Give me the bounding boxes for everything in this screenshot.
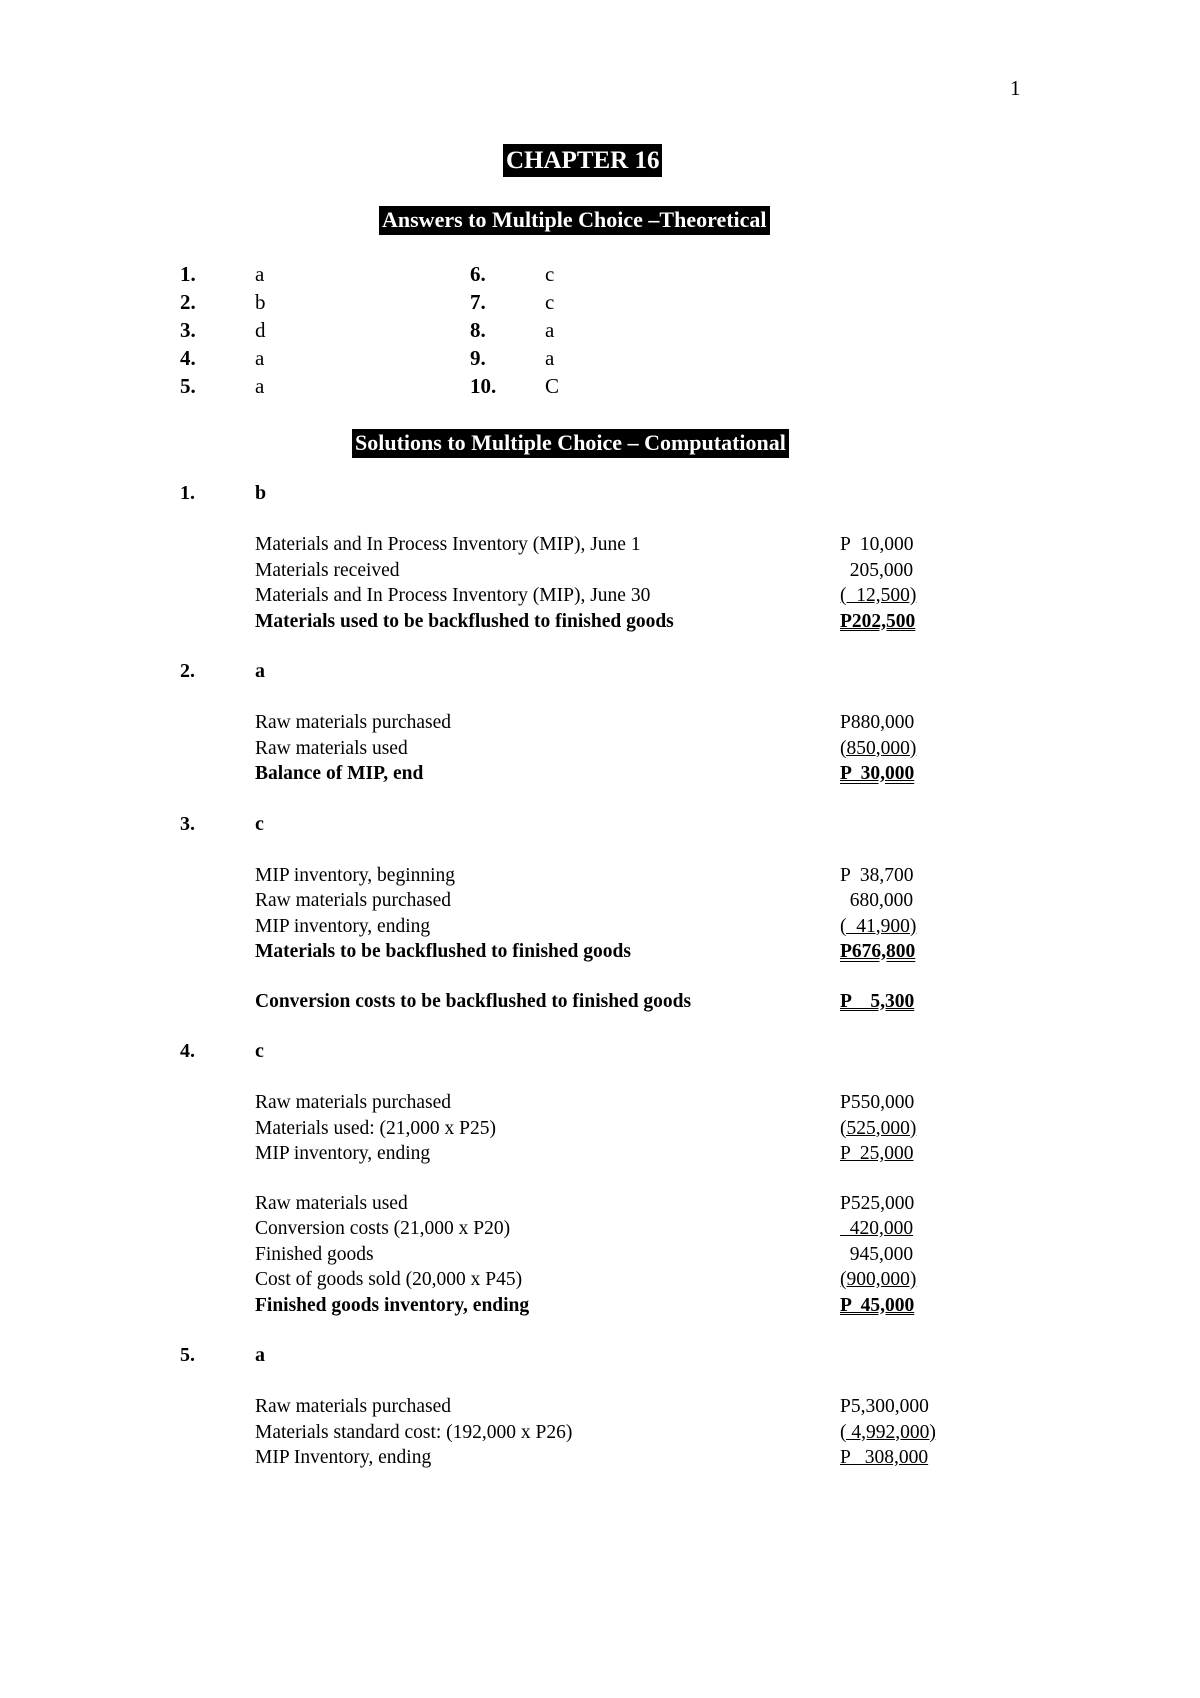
- question-number: 3.: [180, 318, 196, 342]
- problem-number: 2.: [180, 660, 195, 682]
- problem-answer: a: [255, 1344, 265, 1366]
- line-amount: P525,000: [840, 1192, 915, 1214]
- problem-number: 5.: [180, 1344, 195, 1366]
- line-amount: ( 12,500): [840, 585, 917, 606]
- problem-number: 3.: [180, 812, 195, 835]
- question-number: 5.: [180, 374, 196, 398]
- chapter-title: CHAPTER 16: [503, 144, 662, 177]
- answer-letter: c: [545, 290, 555, 314]
- line-amount: P550,000: [840, 1092, 915, 1113]
- solution-line: [180, 890, 1080, 916]
- line-label: MIP inventory, beginning: [255, 864, 456, 886]
- line-label: Materials used to be backflushed to finished goods: [255, 610, 674, 632]
- solution-total-line: [180, 991, 1080, 1017]
- question-number: 2.: [180, 290, 196, 314]
- line-label: MIP inventory, ending: [255, 1143, 431, 1164]
- line-amount: P 5,300: [840, 990, 915, 1012]
- line-amount: 680,000: [840, 890, 914, 911]
- line-amount: (900,000): [840, 1269, 917, 1290]
- answer-letter: a: [255, 374, 265, 398]
- solution-line: [180, 916, 1080, 942]
- solution-line: [180, 1143, 1080, 1169]
- solution-total-line: [180, 611, 1080, 637]
- line-amount: (525,000): [840, 1117, 917, 1139]
- question-number: 1.: [180, 262, 196, 286]
- line-label: Materials and In Process Inventory (MIP), June 30: [255, 585, 651, 606]
- line-label: Finished goods: [255, 1243, 374, 1265]
- solution-total-line: [180, 941, 1080, 967]
- line-amount: P 10,000: [840, 534, 914, 555]
- solution-line: [180, 738, 1080, 764]
- line-amount: P 25,000: [840, 1143, 914, 1164]
- problem-number: 1.: [180, 482, 195, 504]
- question-number: 10.: [470, 374, 497, 398]
- solution-line: [180, 585, 1080, 611]
- line-label: Materials used: (21,000 x P25): [255, 1117, 497, 1139]
- problem-answer: b: [255, 482, 267, 504]
- line-label: Materials received: [255, 559, 400, 581]
- line-label: Materials and In Process Inventory (MIP), June 1: [255, 534, 641, 555]
- problem-2-title: [180, 660, 1080, 688]
- line-label: Raw materials purchased: [255, 1396, 452, 1417]
- line-label: Materials standard cost: (192,000 x P26): [255, 1421, 573, 1443]
- line-amount: ( 4,992,000): [840, 1421, 936, 1443]
- line-amount: 205,000: [840, 559, 914, 581]
- line-amount: P 45,000: [840, 1294, 915, 1316]
- solution-line: [180, 1092, 1080, 1118]
- solution-line: [180, 1244, 1080, 1270]
- solution-line: [180, 560, 1080, 586]
- line-amount: P202,500: [840, 610, 916, 632]
- problem-5-title: [180, 1344, 1080, 1372]
- solution-line: [180, 865, 1080, 891]
- answer-letter: a: [255, 346, 265, 370]
- computational-header: Solutions to Multiple Choice – Computational: [352, 429, 789, 458]
- question-number: 7.: [470, 290, 486, 314]
- question-number: 8.: [470, 318, 486, 342]
- solution-line: [180, 1447, 1080, 1473]
- solution-line: [180, 1218, 1080, 1244]
- answer-letter: b: [255, 290, 266, 314]
- solution-total-line: [180, 763, 1080, 789]
- line-label: MIP Inventory, ending: [255, 1447, 432, 1468]
- line-label: Conversion costs (21,000 x P20): [255, 1218, 511, 1239]
- answer-letter: a: [255, 262, 265, 286]
- solution-line: [180, 1193, 1080, 1219]
- problem-1-title: [180, 482, 1080, 510]
- line-amount: 945,000: [840, 1243, 914, 1265]
- problem-3-title: [180, 813, 1080, 841]
- solution-line: [180, 1118, 1080, 1144]
- line-amount: P5,300,000: [840, 1396, 929, 1417]
- problem-answer: c: [255, 1040, 264, 1062]
- line-label: Finished goods inventory, ending: [255, 1294, 530, 1316]
- line-amount: (850,000): [840, 737, 917, 759]
- line-label: Raw materials purchased: [255, 890, 452, 911]
- answer-letter: d: [255, 318, 266, 342]
- answer-letter: a: [545, 318, 555, 342]
- question-number: 6.: [470, 262, 486, 286]
- question-number: 4.: [180, 346, 196, 370]
- solution-line: [180, 1422, 1080, 1448]
- line-amount: P 38,700: [840, 864, 914, 886]
- line-label: Conversion costs to be backflushed to finished goods: [255, 990, 692, 1012]
- line-label: Materials to be backflushed to finished goods: [255, 941, 631, 962]
- solution-line: [180, 712, 1080, 738]
- answer-letter: a: [545, 346, 555, 370]
- line-label: MIP inventory, ending: [255, 915, 431, 937]
- problem-4-title: [180, 1040, 1080, 1068]
- theoretical-header: Answers to Multiple Choice –Theoretical: [379, 206, 770, 235]
- solution-total-line: [180, 1295, 1080, 1321]
- solution-line: [180, 1396, 1080, 1422]
- line-amount: P 308,000: [840, 1447, 929, 1468]
- line-label: Raw materials used: [255, 1192, 408, 1214]
- line-amount: P880,000: [840, 712, 915, 733]
- question-number: 9.: [470, 346, 486, 370]
- computational-solutions: [180, 482, 1080, 1473]
- line-amount: P 30,000: [840, 763, 915, 784]
- solution-line: [180, 1269, 1080, 1295]
- line-amount: P676,800: [840, 941, 916, 962]
- line-amount: ( 41,900): [840, 915, 917, 937]
- answer-letter: C: [545, 374, 560, 398]
- line-label: Balance of MIP, end: [255, 763, 424, 784]
- line-label: Raw materials purchased: [255, 712, 452, 733]
- line-amount: 420,000: [840, 1218, 914, 1239]
- line-label: Raw materials purchased: [255, 1092, 452, 1113]
- problem-answer: a: [255, 660, 265, 682]
- answer-letter: c: [545, 262, 555, 286]
- line-label: Cost of goods sold (20,000 x P45): [255, 1269, 523, 1290]
- problem-answer: c: [255, 812, 264, 835]
- solution-line: [180, 534, 1080, 560]
- problem-number: 4.: [180, 1040, 195, 1062]
- page-number: 1: [1010, 76, 1021, 100]
- line-label: Raw materials used: [255, 737, 408, 759]
